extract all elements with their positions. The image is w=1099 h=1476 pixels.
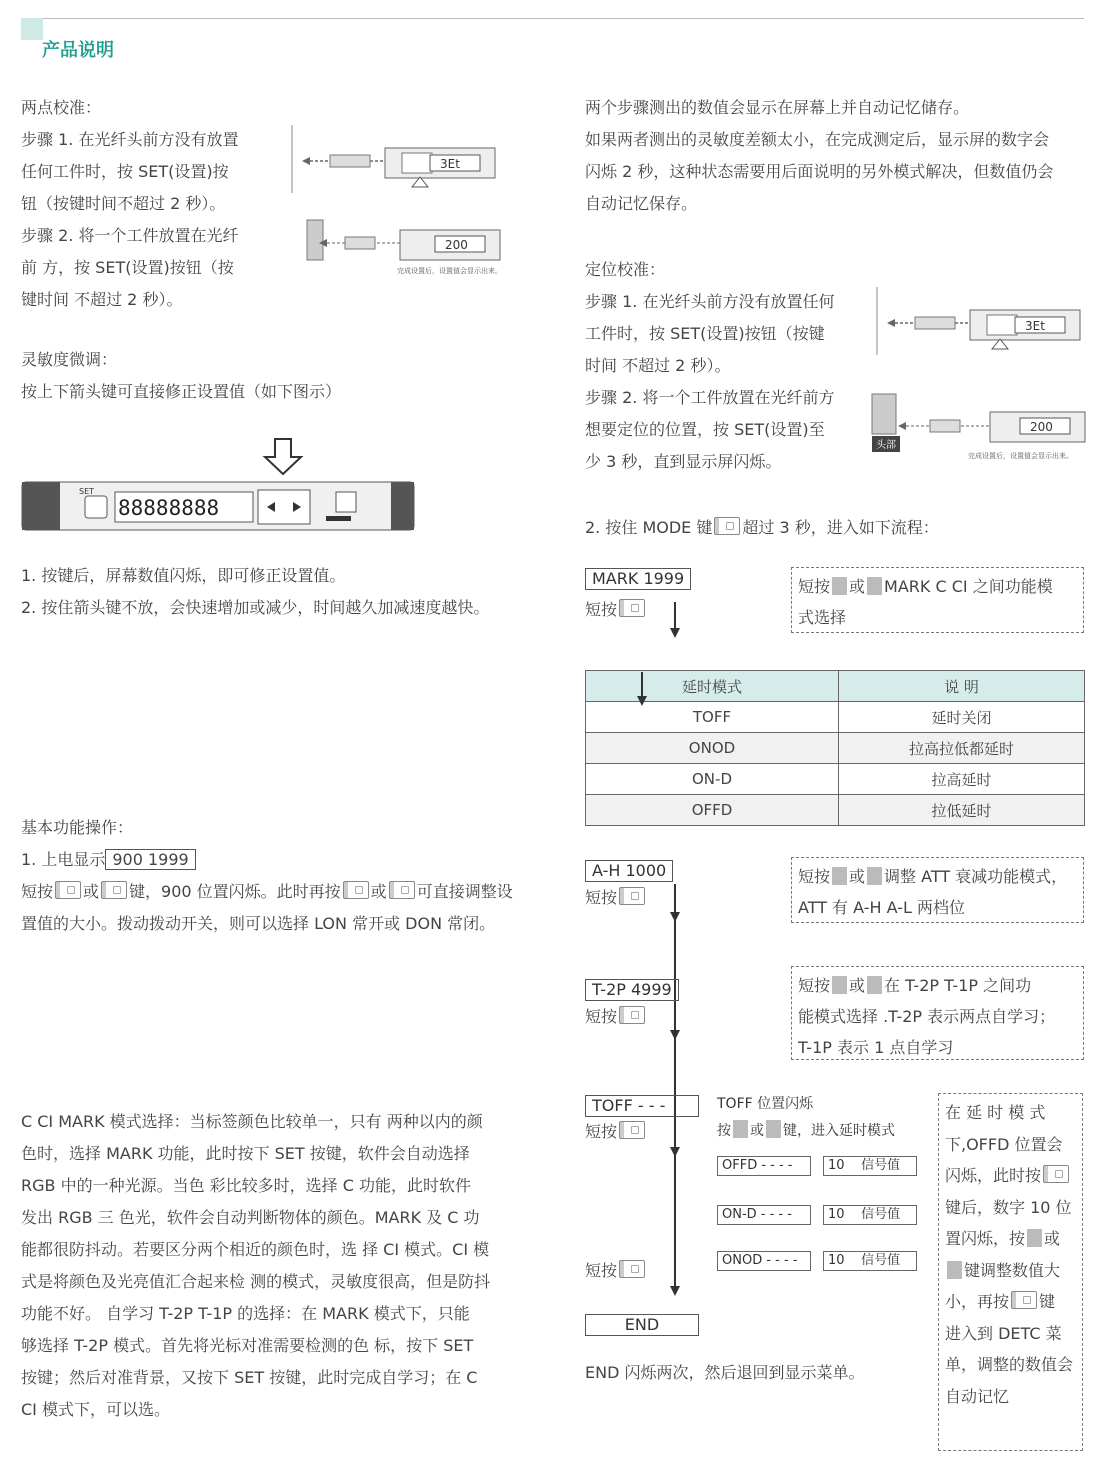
right-arrow-key-icon xyxy=(389,881,415,899)
figure-display-text: 3Et xyxy=(440,157,460,171)
title-accent-block xyxy=(21,18,43,40)
arrow-key-icon xyxy=(832,577,847,595)
signal-value-box: 10 信号值 xyxy=(823,1251,917,1271)
basic-text: 短按 xyxy=(21,882,54,901)
arrow-key-icon xyxy=(832,976,847,994)
position-line: 少 3 秒，直到显示屏闪烁。 xyxy=(585,452,782,471)
flow-arrow-line xyxy=(641,672,643,696)
intro-line: 如果两者测出的灵敏度差额太小，在完成测定后，显示屏的数字会 xyxy=(585,130,1050,149)
toff-press-text: 按 或 键，进入延时模式 xyxy=(717,1120,895,1140)
signal-value-box: 10 信号值 xyxy=(823,1205,917,1225)
arrow-key-icon xyxy=(867,867,882,885)
mode-key-icon xyxy=(619,1006,645,1024)
flow-arrow-head xyxy=(670,912,680,922)
mode-key-icon xyxy=(619,1121,645,1139)
position-line: 想要定位的位置，按 SET(设置)至 xyxy=(585,420,825,439)
mode-text-line: C CI MARK 模式选择：当标签颜色比较单一，只有 两种以内的颜 xyxy=(21,1112,483,1131)
delay-mode-table xyxy=(585,670,1085,826)
mode-key-icon xyxy=(619,599,645,617)
mark-note-box: 短按 或 MARK C CI 之间功能模 式选择 xyxy=(791,567,1084,633)
flow-arrow-head xyxy=(670,1147,680,1157)
short-press-label: 短按 xyxy=(585,594,647,626)
intro-line: 闪烁 2 秒，这种状态需要用后面说明的另外模式解决，但数值仍会 xyxy=(585,162,1054,181)
short-press-label: 短按 xyxy=(585,1001,647,1033)
signal-value-box: 10 信号值 xyxy=(823,1156,917,1176)
short-press-label: 短按 xyxy=(585,1255,647,1287)
two-point-line: 前 方，按 SET(设置)按钮（按 xyxy=(21,258,234,277)
submode-box: ONOD - - - - xyxy=(717,1251,811,1271)
sensitivity-title: 灵敏度微调： xyxy=(21,350,118,369)
mode-text-line: 能都很防抖动。若要区分两个相近的颜色时，选 择 CI 模式。CI 模 xyxy=(21,1240,490,1259)
flow-arrow-head xyxy=(637,696,647,706)
fiber-sensor-figure-step1 xyxy=(290,125,500,195)
basic-line-1-prefix: 1. 上电显示 xyxy=(21,850,106,869)
basic-text: 可直接调整设 xyxy=(416,882,513,901)
ah-display-box: A-H 1000 xyxy=(585,860,673,882)
flow-arrow-line xyxy=(674,602,676,630)
figure-caption: 完成设置后，设置值会显示出来。 xyxy=(968,452,1073,460)
mode-key-text: 超过 3 秒，进入如下流程： xyxy=(742,518,939,537)
table-row: OFFD 拉低延时 xyxy=(586,795,1085,826)
mode-key-line xyxy=(585,512,939,544)
short-press-label: 短按 xyxy=(585,1116,647,1148)
t2p-note-box: 短按 或 在 T-2P T-1P 之间功 能模式选择 .T-2P 表示两点自学习； T-1P 表示 1 点自学习 xyxy=(791,966,1084,1060)
table-header: 延时模式 xyxy=(586,671,839,702)
arrow-key-icon xyxy=(1027,1229,1042,1247)
mode-text-line: 色时，选择 MARK 功能，此时按下 SET 按键，软件会自动选择 xyxy=(21,1144,470,1163)
mode-key-text: 2. 按住 MODE 键 xyxy=(585,518,713,537)
fiber-head-label: 头部 xyxy=(876,440,896,451)
arrow-key-icon xyxy=(766,1120,781,1138)
submode-box: OFFD - - - - xyxy=(717,1156,811,1176)
power-on-display-box: 900 1999 xyxy=(105,849,195,870)
basic-line-1 xyxy=(21,844,196,876)
down-arrow-icon xyxy=(262,437,304,477)
figure-display-text: 200 xyxy=(445,238,468,252)
toff-display-box: TOFF - - - xyxy=(585,1095,699,1117)
flow-arrow-head xyxy=(670,628,680,638)
mode-text-line: 按键；然后对准背景，又按下 SET 按键，此时完成自学习；在 C xyxy=(21,1368,478,1387)
mode-text-line: 发出 RGB 三 色光，软件会自动判断物体的颜色。MARK 及 C 功 xyxy=(21,1208,480,1227)
mode-key-icon xyxy=(1011,1291,1037,1309)
table-row: ON-D 拉高延时 xyxy=(586,764,1085,795)
two-point-line: 键时间 不超过 2 秒）。 xyxy=(21,290,183,309)
fiber-sensor-figure-step2 xyxy=(305,215,505,277)
position-title: 定位校准： xyxy=(585,260,666,279)
figure-display-text: 200 xyxy=(1030,420,1053,434)
arrow-key-icon xyxy=(947,1261,962,1279)
sensitivity-note: 2. 按住箭头键不放，会快速增加或减少，时间越久加减速度越快。 xyxy=(21,598,490,617)
table-row: TOFF 延时关闭 xyxy=(586,702,1085,733)
position-line: 工件时，按 SET(设置)按钮（按键 xyxy=(585,324,825,343)
end-display-box: END xyxy=(585,1314,699,1336)
basic-line-3: 置值的大小。拨动拨动开关，则可以选择 LON 常开或 DON 常闭。 xyxy=(21,914,496,933)
mode-text-line: CI 模式下，可以选。 xyxy=(21,1400,170,1419)
short-press-label: 短按 xyxy=(585,882,647,914)
flow-main-line xyxy=(674,884,676,1286)
page-title: 产品说明 xyxy=(42,40,114,61)
mode-text-line: 够选择 T-2P 模式。首先将光标对准需要检测的色 标，按下 SET xyxy=(21,1336,474,1355)
mode-key-icon xyxy=(619,887,645,905)
arrow-key-icon xyxy=(867,976,882,994)
position-line: 时间 不超过 2 秒）。 xyxy=(585,356,731,375)
sensitivity-line: 按上下箭头键可直接修正设置值（如下图示） xyxy=(21,382,342,401)
basic-line-2 xyxy=(21,876,513,908)
end-note: END 闪烁两次，然后退回到显示菜单。 xyxy=(585,1363,865,1382)
position-line: 步骤 2. 将一个工件放置在光纤前方 xyxy=(585,388,835,407)
intro-line: 两个步骤测出的数值会显示在屏幕上并自动记忆储存。 xyxy=(585,98,970,117)
device-digits: 88888888 xyxy=(118,496,220,520)
figure-caption: 完成设置后，设置值会显示出来。 xyxy=(397,267,502,275)
two-point-title: 两点校准： xyxy=(21,98,102,117)
fiber-sensor-figure-pos2 xyxy=(870,392,1090,467)
two-point-line: 步骤 1. 在光纤头前方没有放置 xyxy=(21,130,239,149)
mode-text-line: RGB 中的一种光源。当色 彩比较多时，选择 C 功能，此时软件 xyxy=(21,1176,472,1195)
mode-key-icon xyxy=(1043,1165,1069,1183)
submode-box: ON-D - - - - xyxy=(717,1205,811,1225)
flow-arrow-head xyxy=(670,1286,680,1296)
arrow-key-icon xyxy=(733,1120,748,1138)
intro-line: 自动记忆保存。 xyxy=(585,194,698,213)
left-arrow-key-icon xyxy=(343,881,369,899)
sensitivity-note: 1. 按键后，屏幕数值闪烁，即可修正设置值。 xyxy=(21,566,346,585)
device-set-label: SET xyxy=(79,487,95,496)
mode-key-icon xyxy=(619,1260,645,1278)
fiber-sensor-figure-pos1 xyxy=(875,287,1085,357)
right-arrow-key-icon xyxy=(101,881,127,899)
left-arrow-key-icon xyxy=(55,881,81,899)
basic-text: 或 xyxy=(83,882,100,901)
two-point-line: 任何工件时，按 SET(设置)按 xyxy=(21,162,229,181)
mode-text-line: 功能不好。 自学习 T-2P T-1P 的选择：在 MARK 模式下，只能 xyxy=(21,1304,470,1323)
mode-text-line: 式是将颜色及光亮值汇合起来检 测的模式，灵敏度很高，但是防抖 xyxy=(21,1272,491,1291)
mode-key-icon xyxy=(714,517,740,535)
two-point-line: 步骤 2. 将一个工件放置在光纤 xyxy=(21,226,239,245)
mark-display-box: MARK 1999 xyxy=(585,568,691,590)
arrow-key-icon xyxy=(867,577,882,595)
position-line: 步骤 1. 在光纤头前方没有放置任何 xyxy=(585,292,835,311)
two-point-line: 钮（按键时间不超过 2 秒）。 xyxy=(21,194,226,213)
delay-side-note: 在 延 时 模 式 下,OFFD 位置会 闪烁，此时按 键后，数字 10 位 置闪烁，按 或 键调整数值大 小，再按 键 进入到 DETC 菜 单，调整的数值会 自动记忆 xyxy=(938,1093,1083,1451)
basic-text: 键，900 位置闪烁。此时再按 xyxy=(129,882,341,901)
basic-title: 基本功能操作： xyxy=(21,818,134,837)
table-row: ONOD 拉高拉低都延时 xyxy=(586,733,1085,764)
toff-flash-text: TOFF 位置闪烁 xyxy=(717,1096,814,1112)
arrow-key-icon xyxy=(832,867,847,885)
table-header: 说 明 xyxy=(839,671,1085,702)
top-divider xyxy=(21,18,1084,19)
amplifier-device-figure xyxy=(21,480,416,532)
basic-text: 或 xyxy=(370,882,387,901)
t2p-display-box: T-2P 4999 xyxy=(585,979,679,1001)
figure-display-text: 3Et xyxy=(1025,319,1045,333)
ah-note-box: 短按 或 调整 ATT 衰减功能模式， ATT 有 A-H A-L 两档位 xyxy=(791,857,1084,923)
flow-arrow-head xyxy=(670,1030,680,1040)
